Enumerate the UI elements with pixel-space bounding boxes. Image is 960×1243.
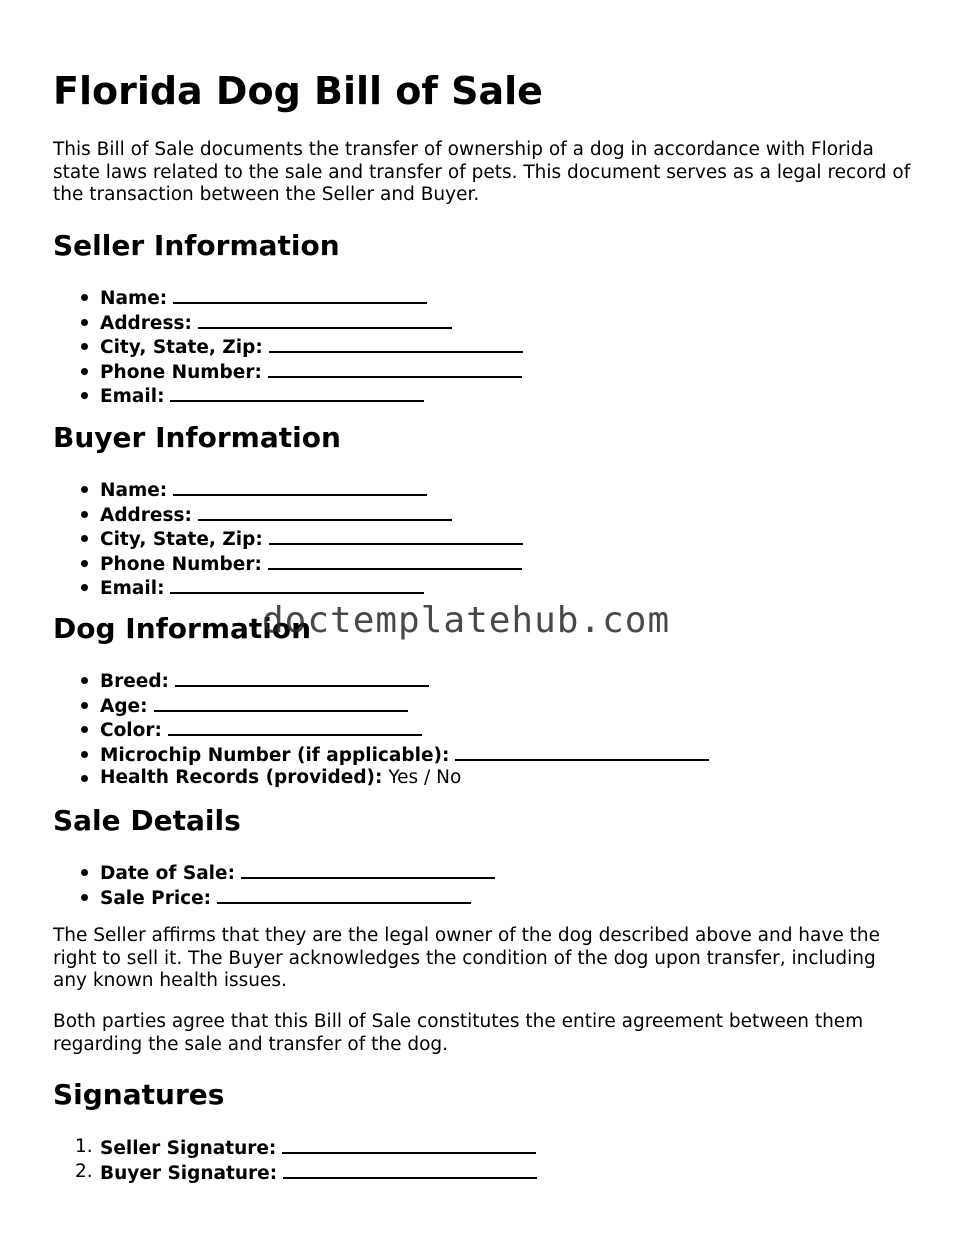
dog-health-records-item bbox=[53, 767, 709, 790]
buyer-heading: Buyer Information bbox=[53, 421, 341, 454]
field-label: Phone Number: bbox=[100, 361, 262, 383]
seller-name-item bbox=[53, 286, 523, 311]
seller-heading: Seller Information bbox=[53, 229, 340, 262]
seller-field-list bbox=[53, 286, 523, 409]
blank-line bbox=[170, 384, 424, 402]
blank-line bbox=[268, 360, 522, 378]
affirmation-paragraph: The Seller affirms that they are the legal owner of the dog described above and have the right to sell it. The Buyer acknowledges the condition of the dog upon transfer, including any known health issues. bbox=[53, 925, 880, 991]
field-label: Address: bbox=[100, 312, 192, 334]
field-label: Address: bbox=[100, 504, 192, 526]
field-label: Seller Signature: bbox=[100, 1138, 277, 1159]
field-label: Age: bbox=[100, 695, 148, 717]
buyer-phone-item bbox=[53, 552, 523, 577]
blank-line bbox=[173, 478, 427, 496]
signature-line bbox=[282, 1136, 536, 1154]
field-label: Email: bbox=[100, 386, 165, 407]
intro-paragraph: This Bill of Sale documents the transfer of ownership of a dog in accordance with Florida state laws related to the sale and transfer of pets. This document serves as a legal record of the transaction between the Seller and Buyer. bbox=[53, 139, 911, 205]
seller-email-item bbox=[53, 384, 523, 409]
blank-line bbox=[198, 503, 452, 521]
blank-line bbox=[198, 311, 452, 329]
field-label: Microchip Number (if applicable): bbox=[100, 744, 450, 766]
dog-heading: Dog Information bbox=[53, 612, 312, 645]
buyer-field-list bbox=[53, 478, 523, 601]
field-label: City, State, Zip: bbox=[100, 337, 263, 358]
seller-signature-item bbox=[53, 1136, 537, 1161]
blank-line bbox=[217, 886, 471, 904]
dog-color-item bbox=[53, 718, 709, 743]
field-label: Name: bbox=[100, 480, 168, 501]
signatures-heading: Signatures bbox=[53, 1078, 225, 1111]
buyer-name-item bbox=[53, 478, 523, 503]
field-label: Name: bbox=[100, 288, 168, 309]
sale-heading: Sale Details bbox=[53, 804, 241, 837]
buyer-city-state-zip-item bbox=[53, 527, 523, 552]
blank-line bbox=[455, 743, 709, 761]
field-label: Date of Sale: bbox=[100, 863, 235, 884]
field-label: Sale Price: bbox=[100, 887, 212, 909]
sale-field-list bbox=[53, 861, 495, 910]
field-label: Health Records (provided): bbox=[100, 767, 383, 788]
seller-phone-item bbox=[53, 360, 523, 385]
blank-line bbox=[168, 718, 422, 736]
dog-field-list bbox=[53, 669, 709, 790]
field-label: Email: bbox=[100, 578, 165, 599]
field-label: Buyer Signature: bbox=[100, 1162, 278, 1184]
blank-line bbox=[170, 576, 424, 594]
dog-breed-item bbox=[53, 669, 709, 694]
field-label: City, State, Zip: bbox=[100, 529, 263, 550]
buyer-signature-item bbox=[53, 1161, 537, 1186]
list-number: 1. bbox=[75, 1136, 93, 1157]
agreement-paragraph: Both parties agree that this Bill of Sale constitutes the entire agreement between them regarding the sale and transfer of the dog. bbox=[53, 1011, 864, 1055]
blank-line bbox=[175, 669, 429, 687]
field-label: Breed: bbox=[100, 671, 169, 692]
buyer-email-item bbox=[53, 576, 523, 601]
blank-line bbox=[269, 527, 523, 545]
sale-price-item bbox=[53, 886, 495, 911]
blank-line bbox=[269, 335, 523, 353]
health-records-value: Yes / No bbox=[388, 767, 462, 788]
signature-line bbox=[283, 1161, 537, 1179]
seller-city-state-zip-item bbox=[53, 335, 523, 360]
buyer-address-item bbox=[53, 503, 523, 528]
list-number: 2. bbox=[75, 1160, 93, 1182]
seller-address-item bbox=[53, 311, 523, 336]
blank-line bbox=[241, 861, 495, 879]
blank-line bbox=[154, 694, 408, 712]
dog-microchip-item bbox=[53, 743, 709, 768]
field-label: Color: bbox=[100, 720, 162, 741]
dog-age-item bbox=[53, 694, 709, 719]
signature-list bbox=[53, 1136, 537, 1185]
watermark-text: doctemplatehub.com bbox=[262, 600, 671, 641]
blank-line bbox=[268, 552, 522, 570]
blank-line bbox=[173, 286, 427, 304]
page-title: Florida Dog Bill of Sale bbox=[53, 69, 543, 113]
field-label: Phone Number: bbox=[100, 553, 262, 575]
sale-date-item bbox=[53, 861, 495, 886]
